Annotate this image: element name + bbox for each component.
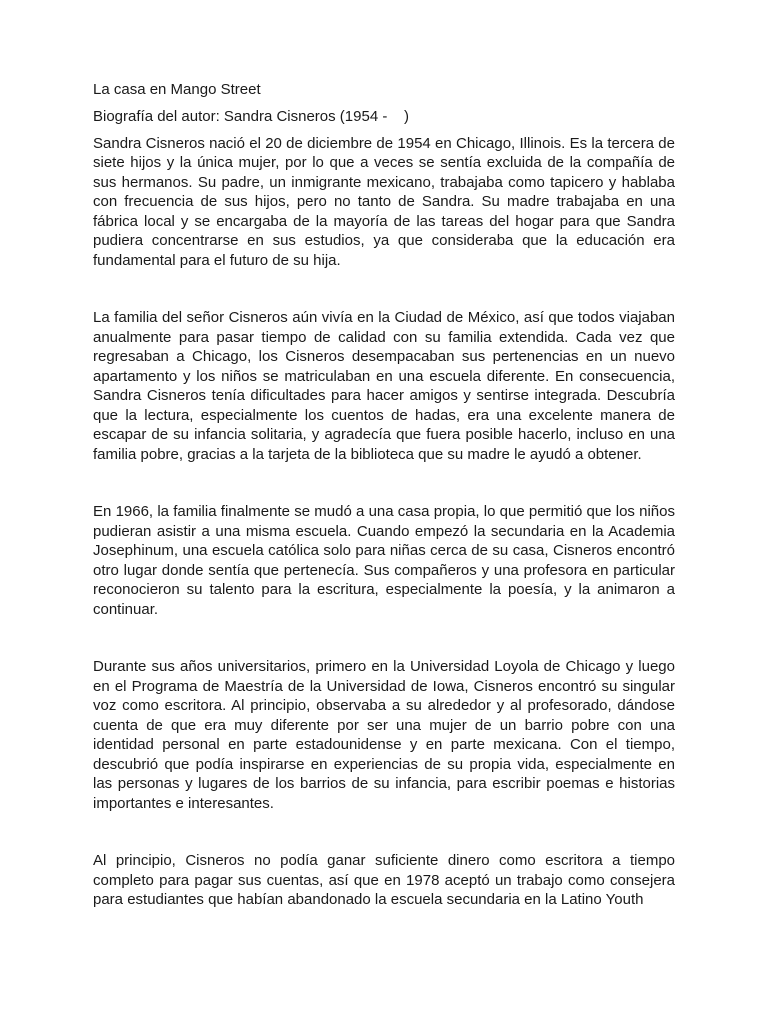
paragraph-gap bbox=[93, 464, 675, 502]
paragraph-gap bbox=[93, 619, 675, 657]
paragraph-1: Sandra Cisneros nació el 20 de diciembre de 1954 en Chicago, Illinois. Es la tercera de siete hijos y la única mujer, por lo que a veces se sentía excluida de la compañía de sus hermanos. Su padre, un inmigrante mexicano, trabajaba como tapicero y hablaba con frecuencia de sus hijos, pero no tanto de Sandra. Su madre trabajaba en una fábrica local y se encargaba de la mayoría de las tareas del hogar para que Sandra pudiera concentrarse en sus estudios, ya que consideraba que la educación era fundamental para el futuro de su hija. bbox=[93, 134, 675, 269]
document-page bbox=[93, 80, 675, 910]
paragraph-3: En 1966, la familia finalmente se mudó a una casa propia, lo que permitió que los niños pudieran asistir a una misma escuela. Cuando empezó la secundaria en la Academia Josephinum, una escuela católica solo para niñas cerca de su casa, Cisneros encontró otro lugar donde sentía que pertenecía. Sus compañeros y una profesora en particular reconocieron su talento para la escritura, especialmente la poesía, y la animaron a continuar. bbox=[93, 503, 675, 618]
paragraph-4: Durante sus años universitarios, primero en la Universidad Loyola de Chicago y luego en el Programa de Maestría de la Universidad de Iowa, Cisneros encontró su singular voz como escritora. Al principio, observaba a su alrededor y al profesorado, dándose cuenta de que era muy diferente por ser una mujer de un barrio pobre con una identidad personal en parte estadounidense y en parte mexicana. Con el tiempo, descubrió que podía inspirarse en experiencias de su propia vida, especialmente en las personas y lugares de los barrios de su infancia, para escribir poemas e historias importantes e interesantes. bbox=[93, 658, 675, 812]
paragraph-5: Al principio, Cisneros no podía ganar suficiente dinero como escritora a tiempo completo para pagar sus cuentas, así que en 1978 aceptó un trabajo como consejera para estudiantes que habían abandonado la escuela secundaria en la Latino Youth bbox=[93, 852, 675, 909]
paragraph-2: La familia del señor Cisneros aún vivía en la Ciudad de México, así que todos viajaban anualmente para pasar tiempo de calidad con su familia extendida. Cada vez que regresaban a Chicago, los Cisneros desempacaban sus pertenencias en un nuevo apartamento y los niños se matriculaban en una escuela diferente. En consecuencia, Sandra Cisneros tenía dificultades para hacer amigos y sentirse integrada. Descubría que la lectura, especialmente los cuentos de hadas, era una excelente manera de escapar de su infancia solitaria, y agradecía que fuera posible hacerlo, incluso en una familia pobre, gracias a la tarjeta de la biblioteca que su madre le ayudó a obtener. bbox=[93, 309, 675, 463]
paragraph-gap bbox=[93, 270, 675, 308]
document-subtitle: Biografía del autor: Sandra Cisneros (1954 - ) bbox=[93, 108, 409, 126]
document-title: La casa en Mango Street bbox=[93, 81, 261, 98]
paragraph-gap bbox=[93, 813, 675, 851]
